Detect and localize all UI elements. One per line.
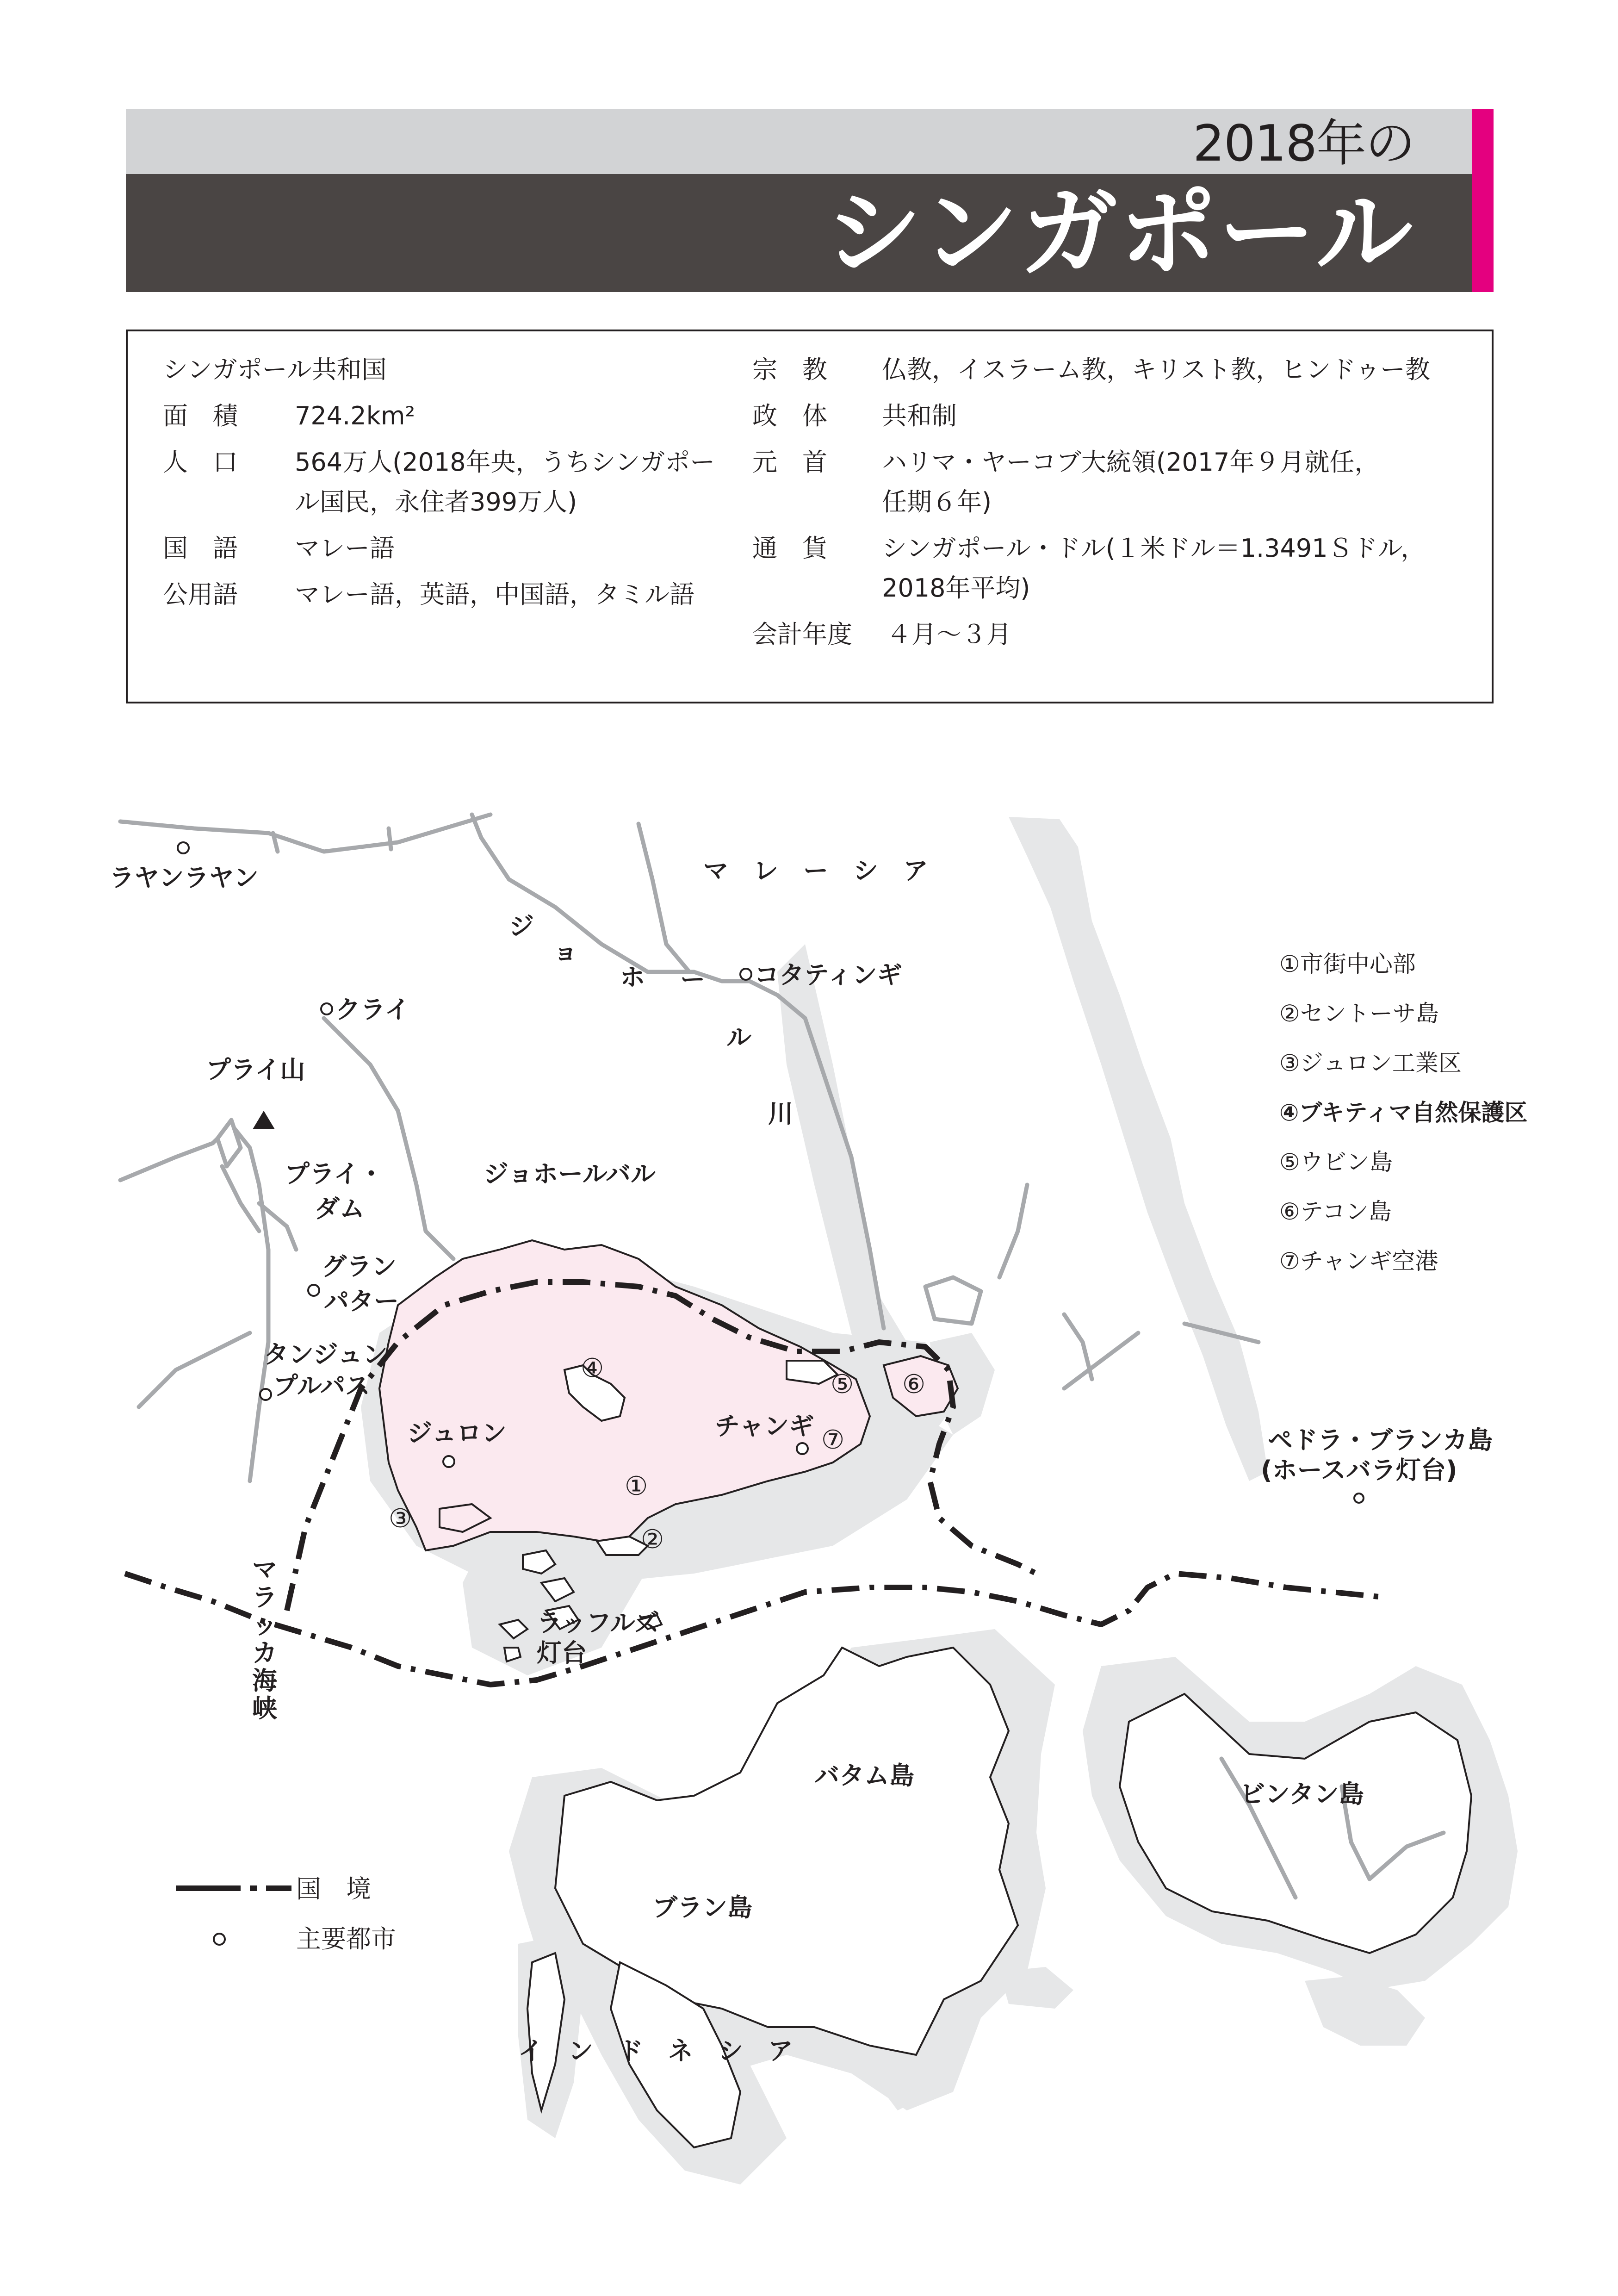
country-label-malaysia: マ レ ー シ ア: [703, 856, 928, 885]
place-bintan: ビンタン島: [1240, 1780, 1364, 1809]
info-value: 任期６年): [882, 487, 992, 516]
strait-char: ッ: [252, 1611, 277, 1640]
place-bulan: ブラン島: [652, 1893, 752, 1922]
place-changi: チャンギ: [715, 1412, 814, 1441]
strait-char: 峡: [252, 1694, 277, 1723]
strait-char: ラ: [252, 1583, 277, 1612]
info-label: 会計年度: [752, 620, 852, 649]
place-johor-bahru: ジョホールバル: [484, 1159, 656, 1188]
place-gelang-patah-line1: グラン: [322, 1252, 397, 1281]
marker-5: ⑤: [831, 1369, 854, 1400]
place-tanjung-pelepas-line1: タンジュン: [264, 1340, 388, 1369]
river-char: ー: [680, 965, 705, 994]
marker-6: ⑥: [902, 1369, 926, 1400]
place-layang: ラヤンラヤン: [109, 863, 259, 892]
info-label: 国 語: [163, 534, 238, 563]
legend-border-label: 国 境: [296, 1874, 371, 1904]
marker-4: ④: [581, 1353, 604, 1383]
strait-char: マ: [252, 1555, 277, 1584]
place-pulai-mountain: プライ山: [206, 1055, 305, 1084]
info-label: 面 積: [163, 401, 238, 430]
city-marker-kulai: [321, 1003, 332, 1014]
city-marker-kota-tinggi: [740, 969, 751, 980]
river-char: ョ: [553, 937, 578, 966]
legend-city-marker: [214, 1934, 225, 1945]
river-char: 川: [768, 1099, 793, 1128]
city-marker-tanjung-pelepas: [260, 1389, 271, 1400]
place-jurong: ジュロン: [407, 1419, 507, 1448]
map-key-list: [1279, 951, 1527, 1275]
place-raffles-line1: ラッフルズ: [537, 1608, 660, 1637]
mountain-icon: [253, 1111, 275, 1129]
city-marker-gelang-patah: [308, 1285, 319, 1296]
header-year: 2018年の: [1193, 115, 1414, 173]
info-label: 元 首: [752, 448, 827, 477]
key-item: ①市街中心部: [1279, 951, 1416, 977]
strait-char: 海: [252, 1666, 277, 1695]
info-value: マレー語: [295, 534, 395, 563]
info-value: ル国民，永住者399万人): [295, 487, 577, 516]
country-label-indonesia: イ ン ド ネ シ ア: [518, 2036, 793, 2066]
city-marker-jurong: [443, 1456, 454, 1467]
official-name: シンガポール共和国: [163, 355, 387, 384]
key-item: ⑤ウビン島: [1279, 1149, 1393, 1176]
info-value: 724.2km²: [295, 401, 415, 430]
label-malacca-strait: [252, 1555, 277, 1723]
info-value: 564万人(2018年央，うちシンガポー: [295, 448, 715, 477]
info-label: 宗 教: [752, 355, 827, 384]
place-pulai-dam-line1: プライ・: [285, 1159, 384, 1188]
key-item: ⑦チャンギ空港: [1279, 1248, 1438, 1275]
place-raffles-line2: 灯台: [537, 1638, 587, 1668]
river-char: ジ: [509, 912, 534, 941]
label-johor-river: [509, 912, 793, 1128]
page-title: シンガポール: [824, 176, 1414, 290]
city-marker-layang: [178, 842, 189, 853]
river-char: ル: [726, 1023, 751, 1052]
info-value: 2018年平均): [882, 573, 1030, 603]
legend-city-label: 主要都市: [296, 1924, 396, 1954]
river-char: ホ: [620, 963, 645, 992]
info-value: ハリマ・ヤーコブ大統領(2017年９月就任，: [882, 448, 1380, 477]
marker-2: ②: [641, 1524, 664, 1555]
place-pulai-dam-line2: ダム: [315, 1194, 365, 1223]
info-value: シンガポール・ドル(１米ドル＝1.3491Ｓドル，: [882, 534, 1426, 563]
info-value: マレー語，英語，中国語，タミル語: [295, 580, 694, 609]
marker-3: ③: [389, 1504, 412, 1534]
key-item: ②セントーサ島: [1279, 1000, 1439, 1027]
marker-1: ①: [625, 1471, 648, 1501]
marker-7: ⑦: [821, 1425, 845, 1455]
place-kulai: クライ: [335, 995, 410, 1024]
place-tanjung-pelepas-line2: プルパス: [273, 1371, 371, 1400]
key-item: ⑥テコン島: [1279, 1198, 1392, 1225]
key-item: ③ジュロン工業区: [1279, 1050, 1462, 1076]
place-pedra-branca-line1: ペドラ・ブランカ島: [1268, 1425, 1493, 1455]
info-value: 仏教，イスラーム教，キリスト教，ヒンドゥー教: [882, 355, 1431, 384]
key-item: ④ブキティマ自然保護区: [1279, 1099, 1528, 1126]
info-value: 共和制: [882, 401, 957, 430]
city-marker-changi: [797, 1443, 808, 1454]
map-legend: [176, 1874, 396, 1954]
place-batam: バタム島: [814, 1761, 914, 1790]
info-label: 政 体: [752, 401, 827, 430]
strait-char: カ: [252, 1638, 277, 1668]
place-gelang-patah-line2: パター: [324, 1287, 399, 1316]
place-pedra-branca-line2: (ホースバラ灯台): [1261, 1456, 1457, 1485]
place-kota-tinggi: コタティンギ: [754, 960, 902, 989]
info-label: 人 口: [163, 448, 238, 477]
info-value: ４月～３月: [886, 620, 1011, 649]
island-marker-pedra-branca: [1354, 1493, 1364, 1503]
info-label: 公用語: [163, 580, 238, 609]
info-label: 通 貨: [752, 534, 827, 563]
